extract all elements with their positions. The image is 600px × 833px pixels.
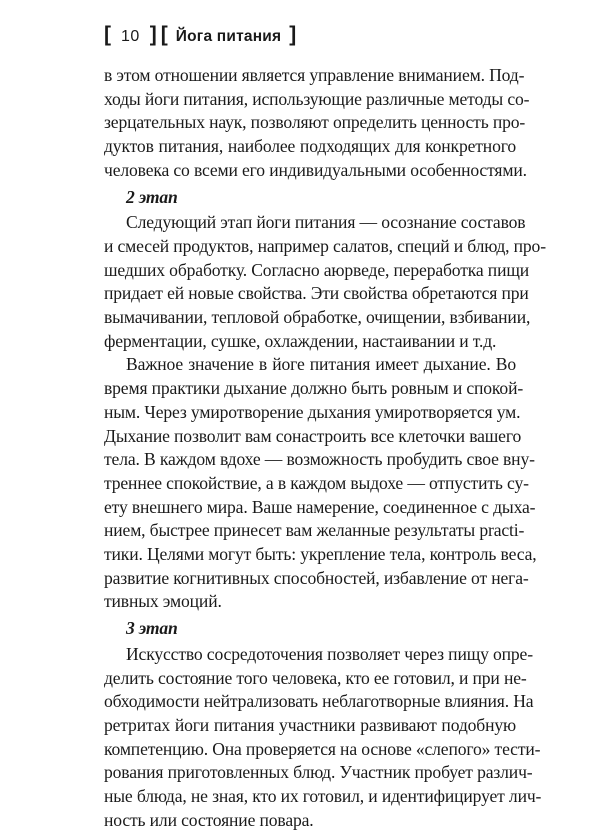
- text-line: в этом отношении является управление вниманием. Под-: [104, 65, 525, 85]
- stage-3-paragraph-1: [104, 643, 542, 833]
- text-line: тивных эмоций.: [104, 591, 222, 612]
- text-line: треннее спокойствие, а в каждом выдохе — отпустить су-: [104, 472, 529, 493]
- stage-2-paragraph-2: [104, 353, 537, 614]
- text-line: ету внешнего мира. Ваше намерение, соединенное с дыха-: [104, 496, 536, 517]
- text-line: и смесей продуктов, например салатов, специй и блюд, про-: [104, 235, 546, 256]
- text-line: Важное значение в йоге питания имеет дыхание. Во: [126, 354, 516, 375]
- running-title-right-bracket: ]: [289, 23, 297, 46]
- text-line: ные блюда, не зная, кто их готовил, и идентифицирует лич-: [104, 786, 542, 807]
- text-line: время практики дыхание должно быть ровным и спокой-: [104, 378, 524, 399]
- text-line: рования приготовленных блюд. Участник пробует различ-: [104, 762, 533, 783]
- stage-2-paragraph-1: [104, 211, 546, 353]
- text-line: ходы йоги питания, использующие различные методы со-: [104, 88, 530, 109]
- page-number-left-bracket: [: [104, 23, 111, 46]
- running-header: [104, 24, 296, 46]
- text-line: компетенцию. Она проверяется на основе «слепого» тести-: [104, 738, 541, 759]
- text-line: тела. В каждом вдохе — возможность пробудить свое вну-: [104, 449, 535, 470]
- intro-paragraph: [104, 64, 530, 183]
- text-line: ным. Через умиротворение дыхания умиротворяется ум.: [104, 401, 521, 422]
- text-line: придает ей новые свойства. Эти свойства обретаются при: [104, 283, 529, 304]
- stage-2-heading: 2 этап: [126, 186, 178, 207]
- text-line: дуктов питания, наиболее подходящих для конкретного: [104, 136, 516, 157]
- page-body: [104, 64, 546, 833]
- running-title: Йога питания: [175, 28, 282, 45]
- text-line: тики. Целями могут быть: укрепление тела, контроль веса,: [104, 544, 537, 565]
- text-line: делить состояние того человека, кто ее готовил, и при не-: [104, 667, 527, 688]
- running-title-left-bracket: [: [160, 23, 168, 46]
- text-line: нием, быстрее принесет вам желанные результаты practi-: [104, 520, 525, 541]
- text-line: ферментации, сушке, охлаждении, настаивании и т.д.: [104, 330, 497, 351]
- text-line: Искусство сосредоточения позволяет через пищу опре-: [126, 643, 533, 664]
- stage-3-heading: 3 этап: [126, 618, 178, 639]
- text-line: Дыхание позволит вам сонастроить все клеточки вашего: [104, 425, 522, 446]
- text-line: Следующий этап йоги питания — осознание составов: [126, 212, 526, 233]
- text-line: ность или состояние повара.: [104, 809, 314, 830]
- text-line: ретритах йоги питания участники развивают подобную: [104, 714, 516, 735]
- text-line: вымачивании, тепловой обработке, очищении, взбивании,: [104, 307, 531, 328]
- text-line: человека со всеми его индивидуальными особенностями.: [104, 159, 527, 180]
- text-line: шедших обработку. Согласно аюрведе, переработка пищи: [104, 259, 529, 280]
- page-number: 10: [121, 28, 140, 45]
- text-line: развитие когнитивных способностей, избавление от нега-: [104, 567, 529, 588]
- page-number-right-bracket: ]: [149, 23, 157, 46]
- text-line: обходимости нейтрализовать неблаготворные влияния. На: [104, 691, 534, 712]
- text-line: зерцательных наук, позволяют определить ценность про-: [104, 112, 526, 133]
